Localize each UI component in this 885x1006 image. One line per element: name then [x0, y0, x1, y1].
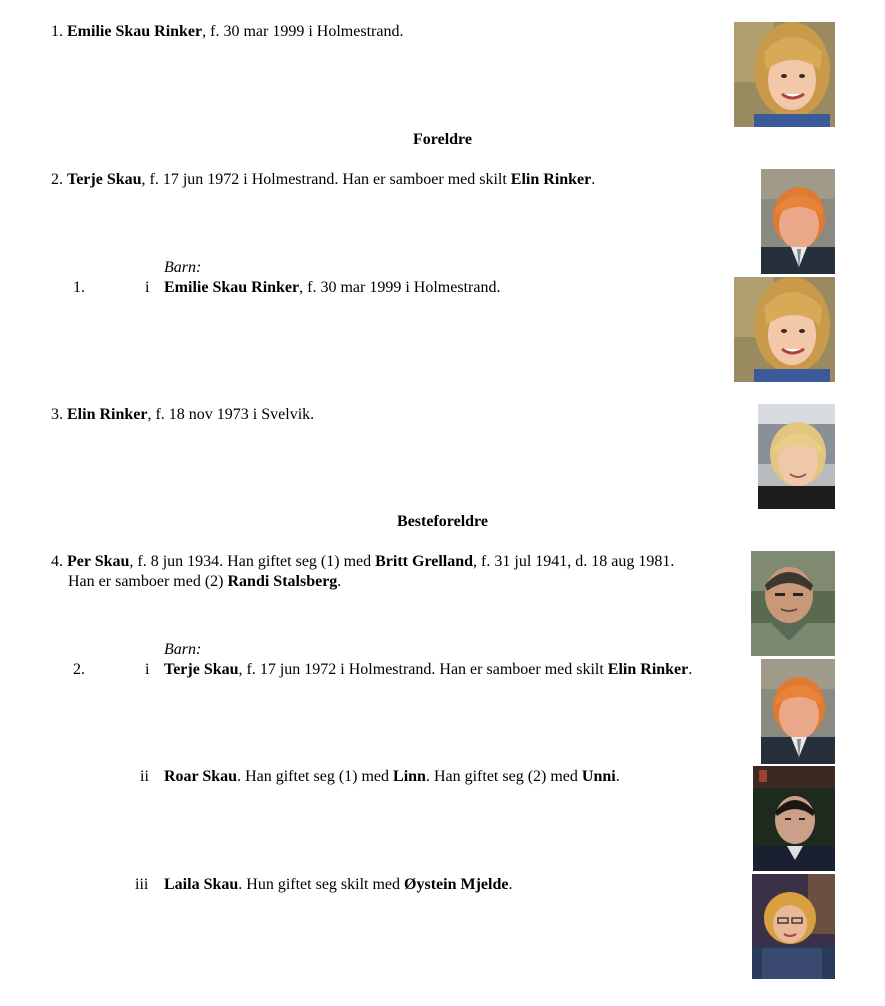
child-entry [164, 660, 692, 680]
person-4-entry [51, 552, 674, 572]
photo-laila [752, 874, 835, 979]
child-roman-numeral: ii [140, 768, 149, 785]
spouse-name: Linn [393, 768, 426, 785]
child-details: . Han giftet seg (1) med [237, 768, 394, 785]
punctuation: . [508, 876, 513, 893]
child-name: Roar Skau [164, 768, 238, 785]
person-number: 1. [51, 23, 63, 40]
child-roman-numeral: i [145, 661, 150, 678]
child-entry [164, 767, 620, 787]
child-details: . Han giftet seg (2) med [425, 768, 582, 785]
spouse-name: Britt Grelland [375, 553, 474, 570]
punctuation: . [688, 661, 693, 678]
child-details: , f. 17 jun 1972 i Holmestrand. Han er samboer med skilt [238, 661, 608, 678]
person-details: Han er samboer med (2) [68, 573, 228, 590]
person-name: Per Skau [67, 553, 130, 570]
children-label: Barn: [164, 259, 202, 276]
person-details: , f. 8 jun 1934. Han giftet seg (1) med [129, 553, 376, 570]
photo-terje-2 [761, 659, 835, 764]
person-name: Elin Rinker [67, 406, 148, 423]
children-label: Barn: [164, 641, 202, 658]
person-name: Terje Skau [67, 171, 142, 188]
person-details: , f. 18 nov 1973 i Svelvik. [147, 406, 315, 423]
person-number: 4. [51, 553, 63, 570]
photo-roar [753, 766, 835, 871]
child-roman-numeral: i [145, 279, 150, 296]
punctuation: . [337, 573, 342, 590]
photo-emilie-2 [734, 277, 835, 382]
person-3-entry [51, 405, 314, 425]
section-heading-parents: Foreldre [413, 131, 472, 148]
child-details: , f. 30 mar 1999 i Holmestrand. [299, 279, 501, 296]
spouse-name: Randi Stalsberg [227, 573, 338, 590]
person-2-entry [51, 170, 595, 190]
child-roman-numeral: iii [135, 876, 149, 893]
spouse-name: Unni [581, 768, 616, 785]
punctuation: . [591, 171, 596, 188]
person-details: , f. 17 jun 1972 i Holmestrand. Han er samboer med skilt [141, 171, 511, 188]
section-heading-grandparents: Besteforeldre [397, 513, 488, 530]
person-name: Emilie Skau Rinker [67, 23, 203, 40]
person-number: 2. [51, 171, 63, 188]
person-4-entry-line2 [68, 572, 341, 592]
child-details: . Hun giftet seg skilt med [238, 876, 405, 893]
spouse-name: Øystein Mjelde [404, 876, 509, 893]
child-name: Laila Skau [164, 876, 239, 893]
photo-per [751, 551, 835, 656]
person-1-entry [51, 22, 403, 42]
photo-terje-1 [761, 169, 835, 274]
child-entry [164, 278, 500, 298]
child-ref-number: 2. [73, 661, 85, 678]
punctuation: . [615, 768, 620, 785]
child-ref-number: 1. [73, 279, 85, 296]
cut-off-heading-fragment [395, 0, 419, 2]
spouse-name: Elin Rinker [607, 661, 689, 678]
photo-elin [758, 404, 835, 509]
photo-emilie [734, 22, 835, 127]
child-entry [164, 875, 512, 895]
person-number: 3. [51, 406, 63, 423]
child-name: Terje Skau [164, 661, 239, 678]
child-name: Emilie Skau Rinker [164, 279, 300, 296]
spouse-name: Elin Rinker [510, 171, 592, 188]
person-details: , f. 30 mar 1999 i Holmestrand. [202, 23, 404, 40]
spouse-details: , f. 31 jul 1941, d. 18 aug 1981. [473, 553, 675, 570]
